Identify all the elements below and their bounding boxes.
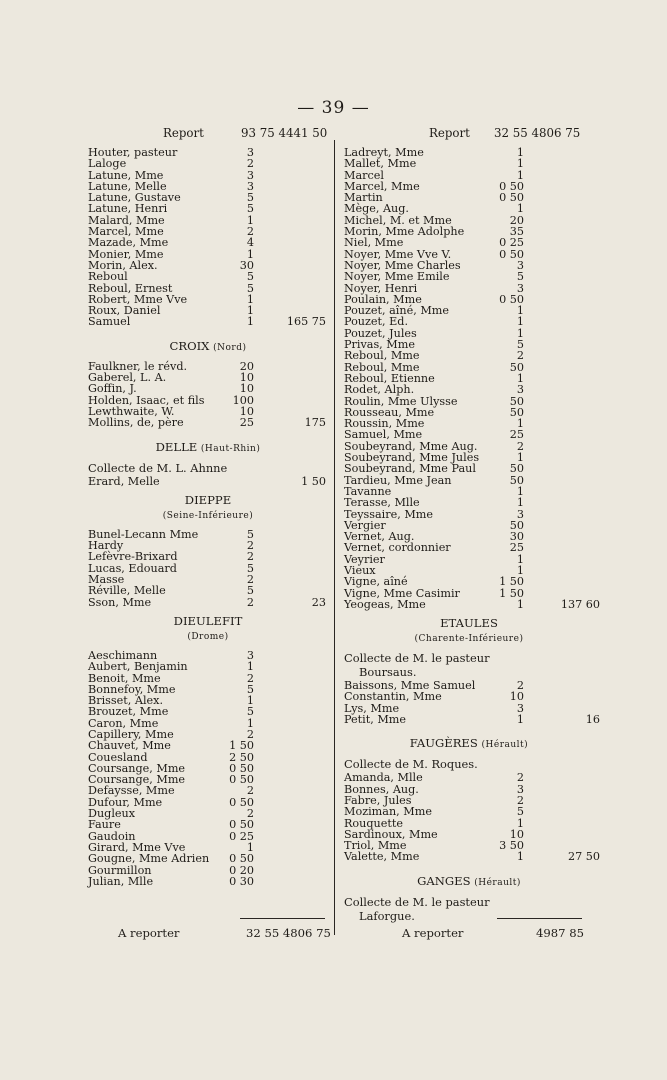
section-region-text: (Charente-Inférieure) <box>414 634 524 645</box>
donation-amount: 10 <box>239 404 254 418</box>
report-label: Report <box>163 126 204 140</box>
collection-note-cont: Laforgue. <box>359 908 415 923</box>
donation-amount: 1 <box>516 371 524 385</box>
donation-amount: 50 <box>509 360 524 374</box>
donation-amount: 3 <box>516 782 524 796</box>
report-label: Report <box>429 126 470 140</box>
donor-name: Latune, Henri <box>88 202 168 216</box>
list-item <box>88 476 328 487</box>
donation-amount: 10 <box>239 371 254 385</box>
donation-amount: 10 <box>239 382 254 396</box>
section-region <box>88 507 328 523</box>
donor-name: Lucas, Edouard <box>88 561 177 575</box>
donor-name: Vergier <box>344 518 386 532</box>
list-item <box>88 271 328 282</box>
donation-amount: 5 <box>246 281 254 295</box>
donor-name: Pouzet, aîné, Mme <box>344 304 450 318</box>
section-region <box>88 628 328 644</box>
donation-amount: 1 <box>246 694 254 708</box>
donor-name: Pouzet, Jules <box>344 326 417 340</box>
donor-name: Fabre, Jules <box>344 793 412 807</box>
donation-amount: 3 <box>246 168 254 182</box>
donor-name: Houter, pasteur <box>88 146 178 159</box>
list-item <box>344 576 594 587</box>
donor-name: Holden, Isaac, et fils <box>88 393 205 407</box>
donor-name: Marcel <box>344 168 384 182</box>
total-rule-right <box>497 918 582 919</box>
donation-amount: 0 25 <box>499 236 524 250</box>
list-item <box>88 417 328 428</box>
donation-amount: 1 <box>516 552 524 566</box>
donor-name: Aubert, Benjamin <box>88 660 188 674</box>
donation-amount: 2 <box>246 807 254 821</box>
donor-name: Gougne, Mme Adrien <box>88 852 210 866</box>
section-subtotal: 16 <box>585 713 600 727</box>
donation-amount: 2 <box>246 573 254 587</box>
donor-name: Soubeyrand, Mme Jules <box>344 451 480 465</box>
donor-name: Tardieu, Mme Jean <box>344 473 452 487</box>
donor-name: Reboul, Etienne <box>344 371 435 385</box>
section-subtotal: 27 50 <box>567 850 600 864</box>
donation-amount: 5 <box>246 682 254 696</box>
section-heading-faugeres <box>344 736 594 752</box>
donor-name: Malard, Mme <box>88 213 165 227</box>
right-column <box>344 125 600 924</box>
donation-amount: 0 20 <box>229 863 254 877</box>
list-item <box>344 554 594 565</box>
list-item <box>88 597 328 608</box>
donation-amount: 3 <box>246 179 254 193</box>
donor-name: Noyer, Henri <box>344 281 418 295</box>
donation-amount: 2 <box>516 771 524 785</box>
donation-amount: 5 <box>246 202 254 216</box>
donor-name: Martin <box>344 191 383 205</box>
list-item <box>344 597 600 611</box>
donation-amount: 1 <box>246 213 254 227</box>
donation-amount: 3 <box>246 648 254 662</box>
list-item <box>88 876 328 887</box>
entry-list <box>88 529 328 608</box>
list-item <box>88 529 328 540</box>
list-item <box>88 563 328 574</box>
donation-amount: 1 <box>246 247 254 261</box>
list-item <box>88 819 328 830</box>
section-region: (Hérault) <box>474 877 521 888</box>
entry-list <box>344 679 600 727</box>
donation-amount: 2 <box>246 784 254 798</box>
donation-amount: 3 <box>516 507 524 521</box>
donor-name: Veyrier <box>344 552 385 566</box>
donor-name: Petit, Mme <box>344 713 407 727</box>
list-item <box>88 808 328 819</box>
donation-amount: 1 <box>246 716 254 730</box>
list-item <box>344 350 594 361</box>
donor-name: Reboul, Mme <box>344 349 420 363</box>
donation-amount: 1 <box>516 484 524 498</box>
section-subtotal: 175 <box>304 416 326 430</box>
donation-amount: 5 <box>246 527 254 541</box>
donor-name: Amanda, Mlle <box>344 771 423 785</box>
donation-amount: 3 50 <box>499 839 524 853</box>
donation-amount: 1 <box>516 315 524 329</box>
section-name: CROIX <box>169 338 210 353</box>
donor-name: Mallet, Mme <box>344 157 417 171</box>
donor-name: Julian, Mlle <box>88 874 154 888</box>
donation-amount: 0 25 <box>229 829 254 843</box>
donation-amount: 1 <box>516 451 524 465</box>
donor-name: Reboul <box>88 270 128 284</box>
donation-amount: 3 <box>516 258 524 272</box>
list-item <box>344 772 594 783</box>
report-line <box>88 125 328 141</box>
donor-name: Moziman, Mme <box>344 805 432 819</box>
report-line <box>344 125 594 141</box>
carry-forward-label-left: A reporter <box>118 926 180 940</box>
donor-name: Pouzet, Ed. <box>344 315 409 329</box>
donor-name: Constantin, Mme <box>344 690 442 704</box>
donation-amount: 5 <box>516 805 524 819</box>
donor-name: Mège, Aug. <box>344 202 409 216</box>
donation-amount: 1 50 <box>499 586 524 600</box>
collection-note: Collecte de M. le pasteur <box>344 651 490 666</box>
entry-list <box>88 147 328 328</box>
collection-note-cont: Boursaus. <box>359 665 417 680</box>
donation-amount: 2 <box>246 539 254 553</box>
list-item <box>344 158 594 169</box>
donation-amount: 1 <box>516 326 524 340</box>
list-item <box>88 158 328 169</box>
donor-name: Lewthwaite, W. <box>88 404 175 418</box>
donation-amount: 20 <box>239 359 254 373</box>
donation-amount: 30 <box>509 530 524 544</box>
donor-name: Dugleux <box>88 807 136 821</box>
donation-amount: 3 <box>516 281 524 295</box>
collection-note: Collecte de M. L. Ahnne <box>88 460 228 475</box>
report-value: 93 75 4441 50 <box>241 126 328 140</box>
donation-amount: 0 30 <box>229 874 254 888</box>
list-item <box>88 853 328 864</box>
donor-name: Roulin, Mme Ulysse <box>344 394 458 408</box>
donation-amount: 3 <box>516 701 524 715</box>
donor-name: Gaudoin <box>88 829 136 843</box>
list-item <box>88 706 328 717</box>
section-name: FAUGÈRES <box>409 736 478 751</box>
donor-name: Vernet, Aug. <box>344 530 415 544</box>
section-subtotal: 1 50 <box>301 474 326 488</box>
donation-amount: 2 <box>246 550 254 564</box>
section-subtotal: 23 <box>311 595 326 609</box>
donor-name: Rousseau, Mme <box>344 405 435 419</box>
donation-amount: 50 <box>509 473 524 487</box>
donor-name: Robert, Mme Vve <box>88 292 188 306</box>
section-subtotal: 165 75 <box>286 315 326 329</box>
donor-name: Sson, Mme <box>88 595 152 609</box>
donor-name: Brisset, Alex. <box>88 694 164 708</box>
donation-amount: 20 <box>509 213 524 227</box>
donor-name: Masse <box>88 573 125 587</box>
donation-amount: 1 <box>516 146 524 159</box>
section-name: DELLE <box>155 439 198 454</box>
donor-name: Morin, Mme Adolphe <box>344 225 465 239</box>
donation-amount: 1 <box>246 292 254 306</box>
donation-amount: 0 50 <box>229 852 254 866</box>
donor-name: Goffin, J. <box>88 382 137 396</box>
donor-name: Caron, Mme <box>88 716 159 730</box>
donation-amount: 5 <box>246 270 254 284</box>
donor-name: Faure <box>88 818 121 832</box>
donor-name: Latune, Gustave <box>88 191 181 205</box>
donation-amount: 1 50 <box>499 575 524 589</box>
donation-amount: 3 <box>516 383 524 397</box>
section-heading-delle <box>88 440 328 456</box>
list-item <box>344 271 594 282</box>
donor-name: Yeogeas, Mme <box>344 597 426 611</box>
collection-note: Collecte de M. le pasteur <box>344 894 490 909</box>
donation-amount: 2 <box>516 679 524 693</box>
donor-name: Vernet, cordonnier <box>344 541 451 555</box>
donation-amount: 1 <box>246 660 254 674</box>
donor-name: Niel, Mme <box>344 236 404 250</box>
donation-amount: 1 <box>516 563 524 577</box>
donation-amount: 25 <box>509 541 524 555</box>
donation-amount: 50 <box>509 518 524 532</box>
list-item <box>88 661 328 672</box>
donation-amount: 0 50 <box>499 179 524 193</box>
donor-name: Gaberel, L. A. <box>88 371 167 385</box>
donor-name: Ladreyt, Mme <box>344 146 424 159</box>
list-item <box>344 542 594 553</box>
section-subtotal: 137 60 <box>560 597 600 611</box>
donation-amount: 5 <box>246 191 254 205</box>
section-heading-croix <box>88 339 328 355</box>
donation-amount: 1 <box>516 597 524 611</box>
entry-list <box>88 650 328 887</box>
donor-name: Samuel, Mme <box>344 428 423 442</box>
donor-name: Rouquette <box>344 816 403 830</box>
donor-name: Marcel, Mme <box>344 179 420 193</box>
donor-name: Baissons, Mme Samuel <box>344 679 476 693</box>
donor-name: Reboul, Ernest <box>88 281 173 295</box>
list-item <box>344 384 594 395</box>
donation-amount: 10 <box>509 827 524 841</box>
donor-name: Triol, Mme <box>344 839 407 853</box>
donation-amount: 1 50 <box>229 739 254 753</box>
donor-name: Poulain, Mme <box>344 292 422 306</box>
donation-amount: 1 <box>516 417 524 431</box>
donor-name: Mazade, Mme <box>88 236 169 250</box>
list-item <box>344 850 600 864</box>
donation-amount: 4 <box>246 236 254 250</box>
donor-name: Lefèvre-Brixard <box>88 550 178 564</box>
donor-name: Vigne, Mme Casimir <box>344 586 460 600</box>
donor-name: Réville, Melle <box>88 584 166 598</box>
donation-amount: 50 <box>509 394 524 408</box>
donation-amount: 2 <box>246 727 254 741</box>
total-rule-left <box>240 918 325 919</box>
donation-amount: 5 <box>246 705 254 719</box>
donor-name: Michel, M. et Mme <box>344 213 452 227</box>
donation-amount: 0 50 <box>229 818 254 832</box>
donor-name: Roussin, Mme <box>344 417 425 431</box>
donation-amount: 5 <box>246 561 254 575</box>
section-region: (Hérault) <box>481 740 529 751</box>
donation-amount: 0 50 <box>229 773 254 787</box>
section-region: (Haut-Rhin) <box>200 443 261 454</box>
carry-forward-value-right: 4987 85 <box>536 926 584 940</box>
donation-amount: 0 50 <box>499 247 524 261</box>
list-item <box>344 806 594 817</box>
donor-name: Coursange, Mme <box>88 761 186 775</box>
list-item <box>88 585 328 596</box>
donation-amount: 2 50 <box>229 750 254 764</box>
donor-name: Bonnes, Aug. <box>344 782 419 796</box>
donor-name: Latune, Mme <box>88 168 164 182</box>
donor-name: Benoit, Mme <box>88 671 161 685</box>
donation-amount: 35 <box>509 225 524 239</box>
section-region-text: (Drome) <box>187 631 229 642</box>
donation-amount: 50 <box>509 462 524 476</box>
donor-name: Valette, Mme <box>344 850 420 864</box>
donor-name: Chauvet, Mme <box>88 739 171 753</box>
donation-amount: 2 <box>246 157 254 171</box>
donation-amount: 25 <box>509 428 524 442</box>
section-heading-ganges <box>344 874 594 890</box>
section-heading-dieppe: DIEPPE <box>184 492 232 507</box>
donor-name: Bunel-Lecann Mme <box>88 527 199 541</box>
donation-amount: 5 <box>246 584 254 598</box>
donation-amount: 1 <box>516 202 524 216</box>
donation-amount: 0 50 <box>499 191 524 205</box>
donor-name: Hardy <box>88 539 124 553</box>
donation-amount: 100 <box>232 393 254 407</box>
section-name: GANGES <box>417 873 471 888</box>
donor-name: Roux, Daniel <box>88 304 161 318</box>
column-divider <box>334 140 335 935</box>
donor-name: Teyssaire, Mme <box>344 507 434 521</box>
donation-amount: 2 <box>516 793 524 807</box>
section-region-text: (Seine-Inférieure) <box>162 510 254 521</box>
donor-name: Brouzet, Mme <box>88 705 169 719</box>
donation-amount: 5 <box>516 338 524 352</box>
donor-name: Morin, Alex. <box>88 258 158 272</box>
donor-name: Capillery, Mme <box>88 727 174 741</box>
donor-name: Dufour, Mme <box>88 795 163 809</box>
donor-name: Laloge <box>88 157 127 171</box>
donation-amount: 2 <box>246 595 254 609</box>
donor-name: Girard, Mme Vve <box>88 840 186 854</box>
donor-name: Noyer, Mme Vve V. <box>344 247 452 261</box>
donation-amount: 1 <box>516 850 524 864</box>
donation-amount: 5 <box>516 270 524 284</box>
donor-name: Privas, Mme <box>344 338 415 352</box>
donation-amount: 50 <box>509 405 524 419</box>
donation-amount: 2 <box>246 225 254 239</box>
section-region: (Nord) <box>213 342 247 353</box>
donor-name: Aeschimann <box>88 648 158 662</box>
donor-name: Bonnefoy, Mme <box>88 682 176 696</box>
donation-amount: 1 <box>516 168 524 182</box>
donor-name: Soubeyrand, Mme Aug. <box>344 439 478 453</box>
donation-amount: 1 <box>516 713 524 727</box>
donation-amount: 1 <box>246 315 254 329</box>
donor-name: Vieux <box>344 563 376 577</box>
donor-name: Mollins, de, père <box>88 416 184 430</box>
donation-amount: 1 <box>516 496 524 510</box>
list-item <box>344 237 594 248</box>
donor-name: Defaysse, Mme <box>88 784 175 798</box>
entry-list <box>88 361 328 429</box>
left-column <box>88 125 328 887</box>
donation-amount: 0 50 <box>499 292 524 306</box>
list-item <box>88 740 328 751</box>
donor-name: Latune, Melle <box>88 179 167 193</box>
donation-amount: 2 <box>516 439 524 453</box>
section-heading-etaules: ETAULES <box>440 616 498 631</box>
donor-name: Coursange, Mme <box>88 773 186 787</box>
donation-amount: 25 <box>239 416 254 430</box>
entry-list <box>344 146 600 611</box>
donation-amount: 1 <box>516 304 524 318</box>
list-item <box>344 713 600 727</box>
entry-list <box>344 771 600 864</box>
donor-name: Monier, Mme <box>88 247 164 261</box>
donor-name: Faulkner, le révd. <box>88 359 188 373</box>
donor-name: Noyer, Mme Charles <box>344 258 461 272</box>
donor-name: Lys, Mme <box>344 701 400 715</box>
donor-name: Terasse, Mlle <box>344 496 420 510</box>
donation-amount: 3 <box>246 146 254 159</box>
donation-amount: 1 <box>246 304 254 318</box>
carry-forward-value-left: 32 55 4806 75 <box>246 926 331 940</box>
donation-amount: 0 50 <box>229 795 254 809</box>
donation-amount: 2 <box>516 349 524 363</box>
donor-name: Reboul, Mme <box>344 360 420 374</box>
donation-amount: 2 <box>246 671 254 685</box>
donation-amount: 1 <box>516 157 524 171</box>
donor-name: Marcel, Mme <box>88 225 164 239</box>
donor-name: Couesland <box>88 750 148 764</box>
carry-forward-label-right: A reporter <box>402 926 464 940</box>
donor-name: Soubeyrand, Mme Paul <box>344 462 476 476</box>
donor-name: Tavanne <box>344 484 392 498</box>
list-item <box>344 497 594 508</box>
donor-name: Vigne, aîné <box>344 575 408 589</box>
list-item <box>88 237 328 248</box>
donation-amount: 30 <box>239 258 254 272</box>
donor-name: Sardinoux, Mme <box>344 827 438 841</box>
donation-amount: 0 50 <box>229 761 254 775</box>
donation-amount: 1 <box>516 816 524 830</box>
donation-amount: 1 <box>246 840 254 854</box>
page-number: — 39 — <box>297 98 370 118</box>
donor-name: Rodet, Alph. <box>344 383 415 397</box>
section-region <box>344 630 594 646</box>
list-item <box>344 463 594 474</box>
section-heading-dieulefit: DIEULEFIT <box>173 613 243 628</box>
list-item <box>88 316 328 327</box>
donor-name: Samuel <box>88 315 131 329</box>
donor-name: Gourmillon <box>88 863 152 877</box>
report-value: 32 55 4806 75 <box>494 126 581 140</box>
donation-amount: 10 <box>509 690 524 704</box>
list-item <box>88 383 328 394</box>
donor-name: Erard, Melle <box>88 474 160 488</box>
entry-list <box>88 476 328 487</box>
donor-name: Noyer, Mme Emile <box>344 270 450 284</box>
collection-note: Collecte de M. Roques. <box>344 757 478 772</box>
